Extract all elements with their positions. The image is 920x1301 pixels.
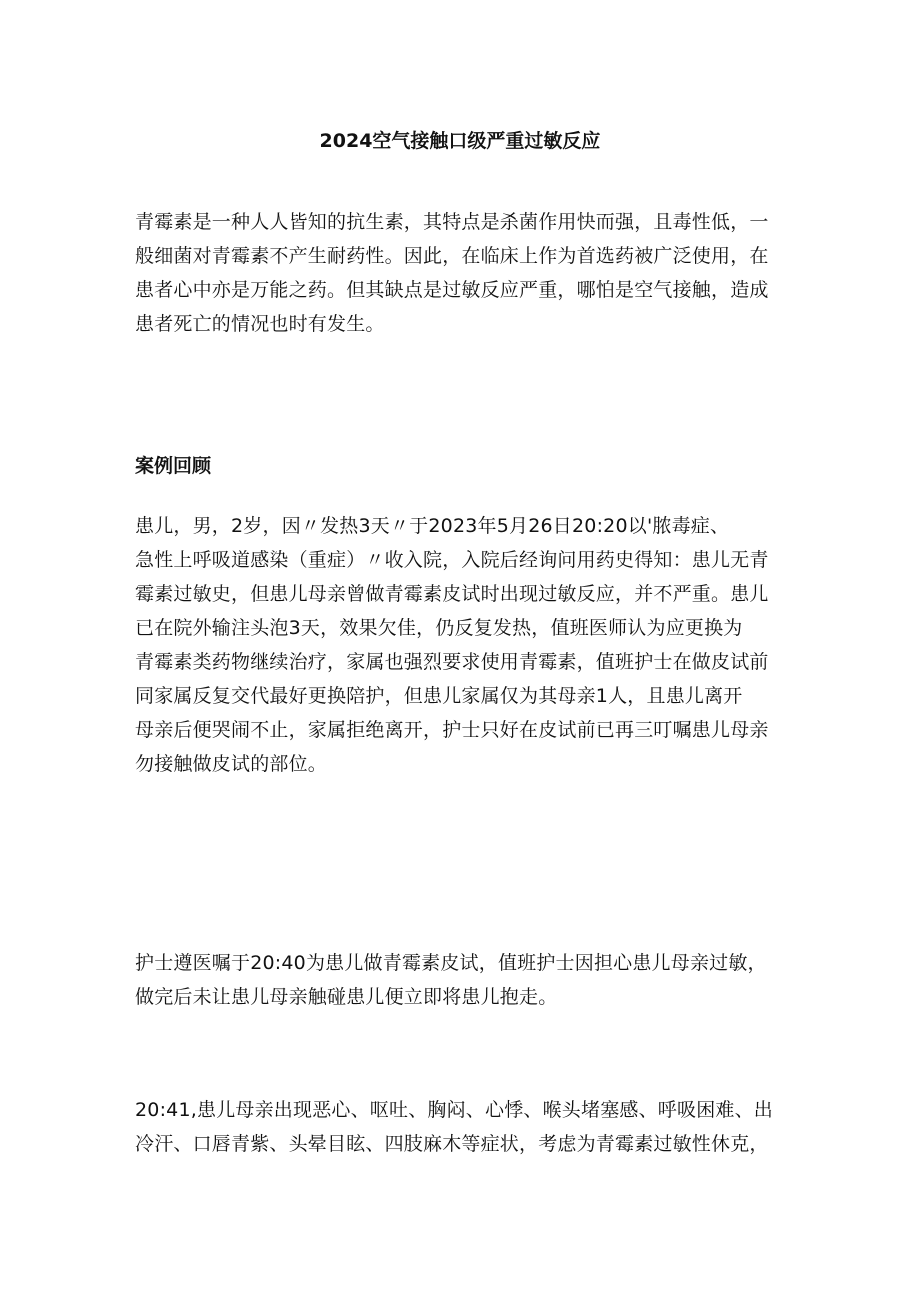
case-line: 同家属反复交代最好更换陪护，但患儿家属仅为其母亲1人，且患儿离开 <box>135 685 743 707</box>
document-title: 2024空气接触口级严重过敏反应 <box>319 130 601 152</box>
intro-line: 青霉素是一种人人皆知的抗生素，其特点是杀菌作用快而强，且毒性低，一 <box>135 211 769 233</box>
reaction-paragraph <box>135 1093 795 1161</box>
intro-line: 患者心中亦是万能之药。但其缺点是过敏反应严重，哪怕是空气接触，造成 <box>135 279 769 301</box>
case-line: 患儿，男，2岁，因〃发热3天〃于2023年5月26日20:20以'脓毒症、 <box>135 515 730 537</box>
reaction-line: 20:41,患儿母亲出现恶心、呕吐、胸闷、心悸、喉头堵塞感、呼吸困难、出 <box>135 1099 773 1121</box>
case-line: 母亲后便哭闹不止，家属拒绝离开，护士只好在皮试前已再三叮嘱患儿母亲 <box>135 719 769 741</box>
case-line: 青霉素类药物继续治疗，家属也强烈要求使用青霉素，值班护士在做皮试前 <box>135 651 769 673</box>
case-paragraph <box>135 509 795 781</box>
intro-line: 般细菌对青霉素不产生耐药性。因此，在临床上作为首选药被广泛使用，在 <box>135 245 769 267</box>
section-heading: 案例回顾 <box>135 455 212 477</box>
intro-paragraph <box>135 205 795 341</box>
nurse-paragraph <box>135 946 795 1014</box>
case-line: 霉素过敏史，但患儿母亲曾做青霉素皮试时出现过敏反应，并不严重。患儿 <box>135 583 769 605</box>
nurse-line: 做完后未让患儿母亲触碰患儿便立即将患儿抱走。 <box>135 986 558 1008</box>
reaction-line: 冷汗、口唇青紫、头晕目眩、四肢麻木等症状，考虑为青霉素过敏性休克， <box>135 1133 769 1155</box>
intro-line: 患者死亡的情况也时有发生。 <box>135 313 385 335</box>
case-line: 已在院外输注头泡3天，效果欠佳，仍反复发热，值班医师认为应更换为 <box>135 617 743 639</box>
case-line: 勿接触做皮试的部位。 <box>135 753 328 775</box>
case-line: 急性上呼吸道感染（重症）〃收入院，入院后经询问用药史得知：患儿无青 <box>135 549 769 571</box>
nurse-line: 护士遵医嘱于20:40为患儿做青霉素皮试，值班护士因担心患儿母亲过敏， <box>135 952 767 974</box>
